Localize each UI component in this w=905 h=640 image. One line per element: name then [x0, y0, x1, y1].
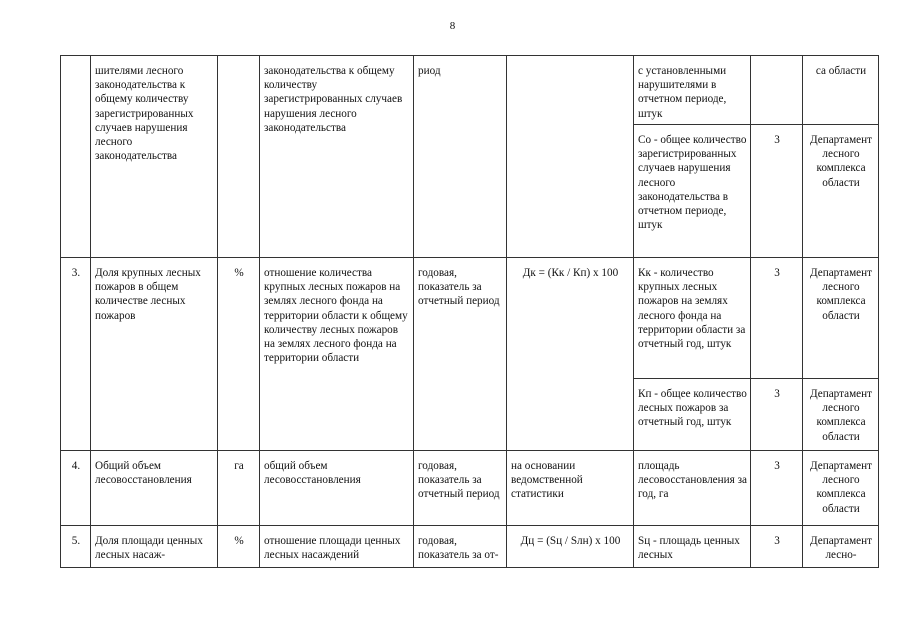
code-cell: [751, 56, 803, 125]
formula-cell: на основании ведомственной статистики: [507, 451, 634, 526]
base-indicator-cell: с установленными нарушителями в отчетном периоде, штук: [634, 56, 751, 125]
source-cell: Департамент лесного комплекса области: [803, 125, 879, 258]
indicators-table: [60, 55, 879, 568]
period-cell: риод: [414, 56, 507, 258]
period-cell: годовая, показатель за отчетный период: [414, 258, 507, 451]
source-cell: Департамент лесно-: [803, 526, 879, 568]
code-cell: 3: [751, 526, 803, 568]
num-cell: [61, 56, 91, 258]
base-indicator-cell: Кп - общее количество лесных пожаров за отчетный год, штук: [634, 379, 751, 451]
formula-cell: Дц = (Sц / Sлн) х 100: [507, 526, 634, 568]
source-cell: Департамент лесного комплекса области: [803, 258, 879, 379]
indicator-name: Доля площади ценных лесных насаж-: [91, 526, 218, 568]
indicator-name: Доля крупных лесных пожаров в общем количестве лесных пожаров: [91, 258, 218, 451]
code-cell: 3: [751, 451, 803, 526]
code-cell: 3: [751, 379, 803, 451]
table-row: [61, 258, 879, 379]
formula-cell: [507, 56, 634, 258]
definition-cell: законодательства к общему количеству зарегистрированных случаев нарушения лесного законодательства: [260, 56, 414, 258]
base-indicator-cell: Со - общее количество зарегистрированных случаев нарушения лесного законодательства в отчетном периоде, штук: [634, 125, 751, 258]
unit-cell: га: [218, 451, 260, 526]
formula-cell: Дк = (Кк / Кп) х 100: [507, 258, 634, 451]
base-indicator-cell: Sц - площадь ценных лесных: [634, 526, 751, 568]
definition-cell: общий объем лесовосстановления: [260, 451, 414, 526]
num-cell: 5.: [61, 526, 91, 568]
period-cell: годовая, показатель за отчетный период: [414, 451, 507, 526]
table-row: [61, 56, 879, 125]
unit-cell: %: [218, 258, 260, 451]
page-number: 8: [449, 20, 456, 32]
table-row: [61, 451, 879, 526]
unit-cell: [218, 56, 260, 258]
code-cell: 3: [751, 125, 803, 258]
num-cell: 4.: [61, 451, 91, 526]
base-indicator-cell: Кк - количество крупных лесных пожаров на землях лесного фонда на территории области за отчетный год, штук: [634, 258, 751, 379]
source-cell: Департамент лесного комплекса области: [803, 379, 879, 451]
unit-cell: %: [218, 526, 260, 568]
source-cell: Департамент лесного комплекса области: [803, 451, 879, 526]
code-cell: 3: [751, 258, 803, 379]
base-indicator-cell: площадь лесовосстановления за год, га: [634, 451, 751, 526]
num-cell: 3.: [61, 258, 91, 451]
definition-cell: отношение площади ценных лесных насаждений: [260, 526, 414, 568]
period-cell: годовая, показатель за от-: [414, 526, 507, 568]
definition-cell: отношение количества крупных лесных пожаров на землях лесного фонда на территории области к общему количеству лесных пожаров на землях лесного фонда на территории области: [260, 258, 414, 451]
indicator-name: Общий объем лесовосстановления: [91, 451, 218, 526]
table-row: [61, 526, 879, 568]
source-cell: са области: [803, 56, 879, 125]
indicator-name: шителями лесного законодательства к общему количеству зарегистрированных случаев нарушения лесного законодательства: [91, 56, 218, 258]
